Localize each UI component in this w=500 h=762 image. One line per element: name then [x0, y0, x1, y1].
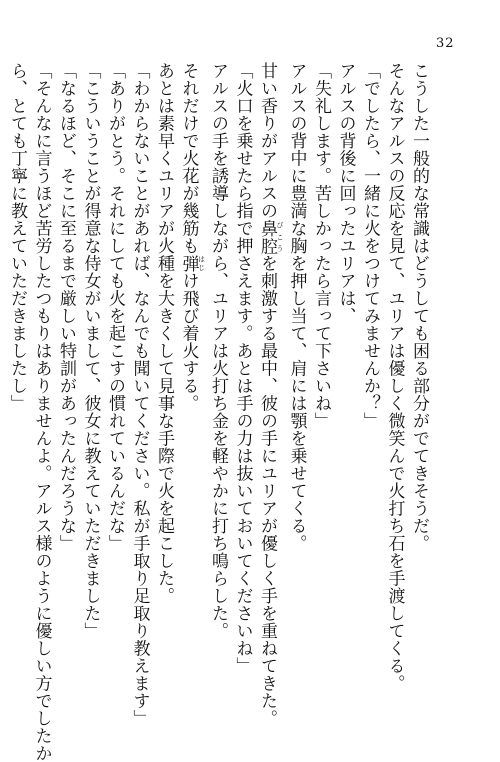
text-line-10: それだけで火花が幾筋も弾 はじけ飛び着火する。	[178, 62, 206, 412]
text-line-3: 「でしたら、一緒に火をつけてみませんか？」	[360, 62, 380, 430]
text-line-9: アルスの手を誘導しながら、ユリアは火打ち金を軽やかに打ち鳴らした。	[208, 62, 228, 640]
text-line-5: 「失礼します。苦しかったら言って下さいね」	[311, 62, 331, 430]
text-line-1: こうした一般的な常識はどうしても困る部分がでてきそうだ。	[409, 62, 429, 552]
ruby-haji: 弾 はじ	[178, 254, 206, 272]
text-line-8: 「火口を乗せたら指で押さえます。あとは手の力は抜いておいてくださいね」	[232, 62, 253, 675]
text-line-7: 甘い香りがアルスの鼻腔 びこうを刺激する最中、彼の手にユリアが優しく手を重ねてきた。	[257, 62, 284, 727]
text-line-6: アルスの背中に豊満な胸を押し当て、肩には顎を乗せてくる。	[286, 62, 307, 552]
text-line-17: ら、とても丁寧に教えていただきましたし」	[7, 62, 27, 412]
ruby-bikou: 鼻腔 びこう	[257, 219, 284, 255]
text-line-11: あとは素早くユリアが火種を大きくして見事な手際で火を起こした。	[154, 62, 174, 605]
text-line-15: 「なるほど、そこに至るまで厳しい特訓があったんだろうな」	[56, 62, 76, 552]
text-line-2: そんなアルスの反応を見て、ユリアは優しく微笑んで火打ち石を手渡してくる。	[384, 62, 405, 692]
text-line-14: 「こういうことが得意な侍女がいまして、彼女に教えていただきました」	[80, 62, 101, 640]
text-line-12: 「わからないことがあれば、なんでも聞いてください。私が手取り足取り教えます」	[129, 62, 150, 727]
vertical-text-body	[5, 62, 432, 762]
text-line-13: 「ありがとう。それにしても火を起こすの慣れているんだな」	[105, 62, 125, 552]
text-line-16: 「そんなに言うほど苦労したつもりはありませんよ。アルス様のように優しい方でしたか	[31, 62, 52, 762]
page-number: 32	[436, 36, 455, 51]
text-line-4: アルスの背後に回ったユリアは、	[335, 62, 356, 325]
